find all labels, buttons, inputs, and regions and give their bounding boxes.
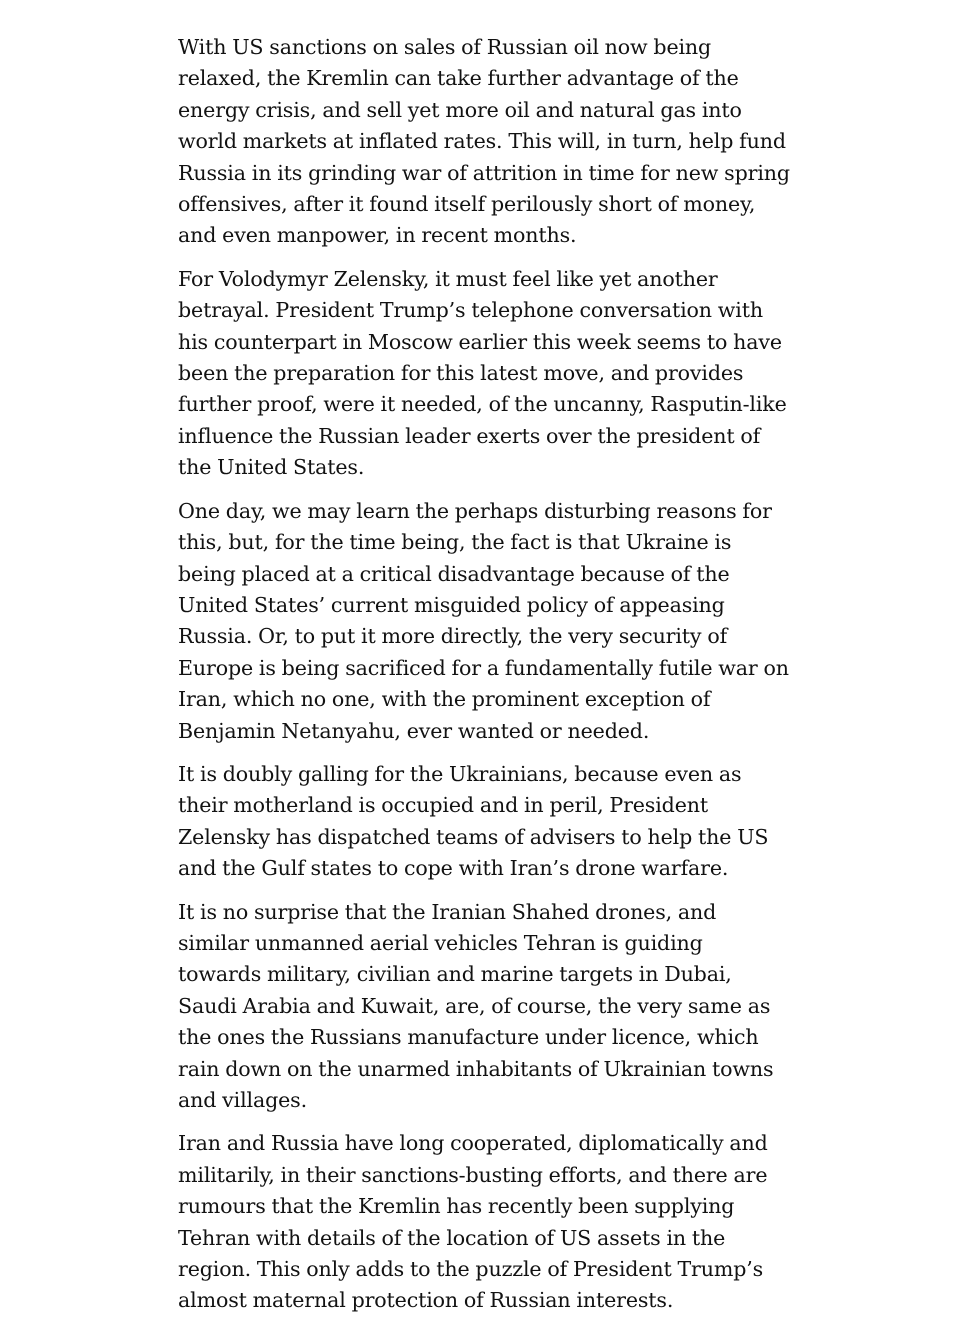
article-body (178, 32, 790, 1329)
article-paragraph: With US sanctions on sales of Russian oil now being relaxed, the Kremlin can take further advantage of the energy crisis, and sell yet more oil and natural gas into world markets at inflated rates. This will, in turn, help fund Russia in its grinding war of attrition in time for new spring offensives, after it found itself perilously short of money, and even manpower, in recent months. (178, 35, 790, 248)
article-paragraph: One day, we may learn the perhaps disturbing reasons for this, but, for the time being, the fact is that Ukraine is being placed at a critical disadvantage because of the United States’ current misguided policy of appeasing Russia. Or, to put it more directly, the very security of Europe is being sacrificed for a fundamentally futile war on Iran, which no one, with the prominent exception of Benjamin Netanyahu, ever wanted or needed. (178, 498, 789, 743)
article-paragraph: It is doubly galling for the Ukrainians, because even as their motherland is occupied and in peril, President Zelensky has dispatched teams of advisers to help the US and the Gulf states to cope with Iran’s drone warfare. (178, 761, 769, 881)
article-paragraph: Iran and Russia have long cooperated, diplomatically and militarily, in their sanctions-busting efforts, and there are rumours that the Kremlin has recently been supplying Tehran with details of the location of US assets in the region. This only adds to the puzzle of President Trump’s almost maternal protection of Russian interests. (178, 1131, 768, 1313)
article-paragraph: For Volodymyr Zelensky, it must feel like yet another betrayal. President Trump’s telephone conversation with his counterpart in Moscow earlier this week seems to have been the preparation for this latest move, and provides further proof, were it needed, of the uncanny, Rasputin-like influence the Russian leader exerts over the president of the United States. (178, 266, 787, 480)
article-paragraph: It is no surprise that the Iranian Shahed drones, and similar unmanned aerial vehicles Tehran is guiding towards military, civilian and marine targets in Dubai, Saudi Arabia and Kuwait, are, of course, the very same as the ones the Russians manufacture under licence, which rain down on the unarmed inhabitants of Ukrainian towns and villages. (178, 899, 774, 1112)
